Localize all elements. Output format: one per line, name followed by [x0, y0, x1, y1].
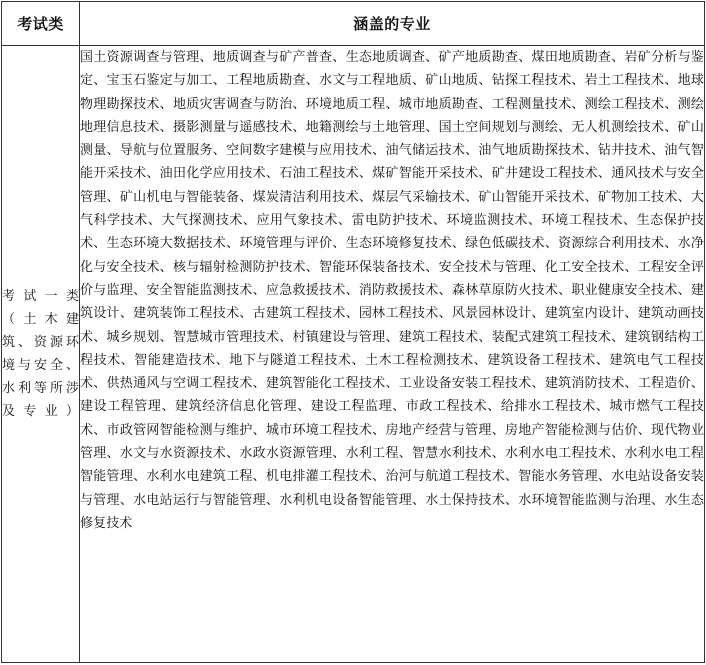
table-row — [2, 46, 705, 663]
header-majors: 涵盖的专业 — [80, 2, 705, 46]
table-header-row — [2, 2, 705, 46]
majors-table — [1, 1, 705, 663]
category-cell: 考试一类（土木建筑、资源环境与安全、水利等所涉及专业） — [2, 46, 80, 663]
header-category: 考试类 — [2, 2, 80, 46]
majors-cell — [80, 46, 705, 663]
majors-list-text: 国土资源调查与管理、地质调查与矿产普查、生态地质调查、矿产地质勘查、煤田地质勘查、岩矿分析与鉴定、宝玉石鉴定与加工、工程地质勘查、水文与工程地质、矿山地质、钻探工程技术、岩土工程技术、地球物理勘探技术、地质灾害调查与防治、环境地质工程、城市地质勘查、工程测量技术、测绘工程技术、测绘地理信息技术、摄影测量与遥感技术、地籍测绘与土地管理、国土空间规划与测绘、无人机测绘技术、矿山测量、导航与位置服务、空间数字建模与应用技术、油气储运技术、油气地质勘探技术、钻井技术、油气智能开采技术、油田化学应用技术、石油工程技术、煤矿智能开采技术、矿井建设工程技术、通风技术与安全管理、矿山机电与智能装备、煤炭清洁利用技术、煤层气采输技术、矿山智能开采技术、矿物加工技术、大气科学技术、大气探测技术、应用气象技术、雷电防护技术、环境监测技术、环境工程技术、生态保护技术、生态环境大数据技术、环境管理与评价、生态环境修复技术、绿色低碳技术、资源综合利用技术、水净化与安全技术、核与辐射检测防护技术、智能环保装备技术、安全技术与管理、化工安全技术、工程安全评价与监理、安全智能监测技术、应急救援技术、消防救援技术、森林草原防火技术、职业健康安全技术、建筑设计、建筑装饰工程技术、古建筑工程技术、园林工程技术、风景园林设计、建筑室内设计、建筑动画技术、城乡规划、智慧城市管理技术、村镇建设与管理、建筑工程技术、装配式建筑工程技术、建筑钢结构工程技术、智能建造技术、地下与隧道工程技术、土木工程检测技术、建筑设备工程技术、建筑电气工程技术、供热通风与空调工程技术、建筑智能化工程技术、工业设备安装工程技术、建筑消防技术、工程造价、建设工程管理、建筑经济信息化管理、建设工程监理、市政工程技术、给排水工程技术、城市燃气工程技术、市政管网智能检测与维护、城市环境工程技术、房地产经营与管理、房地产智能检测与估价、现代物业管理、水文与水资源技术、水政水资源管理、水利工程、智慧水利技术、水利水电工程技术、水利水电工程智能管理、水利水电建筑工程、机电排灌工程技术、治河与航道工程技术、智能水务管理、水电站设备安装与管理、水电站运行与智能管理、水利机电设备智能管理、水土保持技术、水环境智能监测与治理、水生态修复技术 — [80, 50, 704, 531]
